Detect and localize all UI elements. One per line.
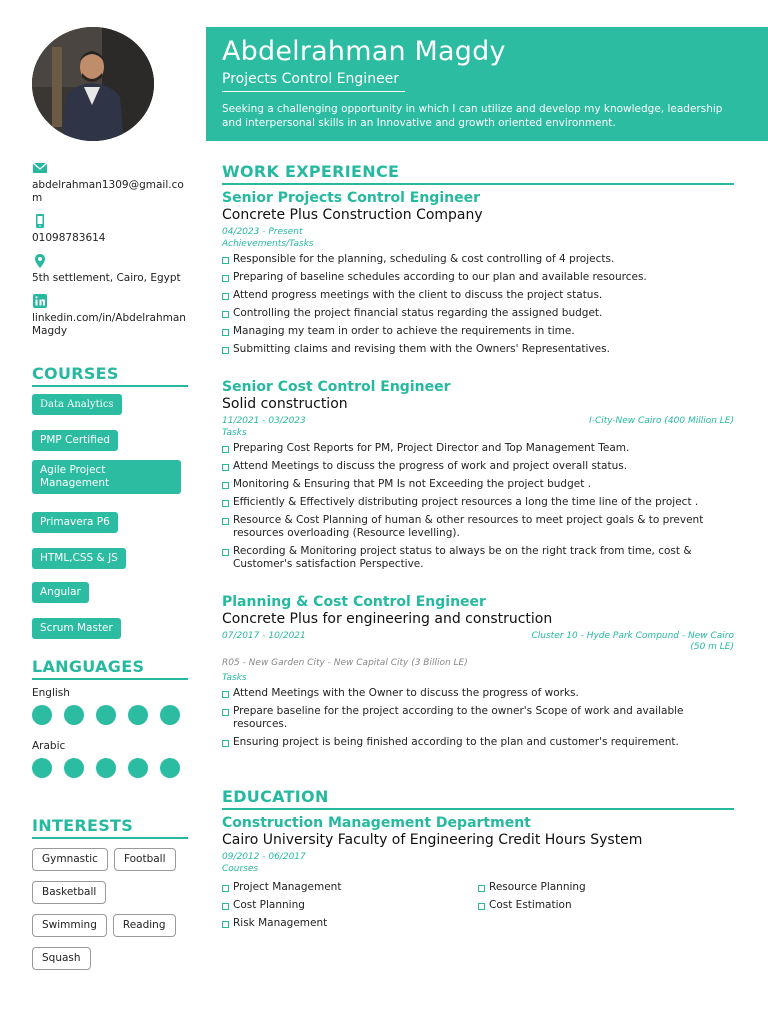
- course-pill: PMP Certified: [32, 430, 118, 451]
- phone-text: 01098783614: [32, 232, 106, 244]
- task-item: Responsible for the planning, scheduling & cost controlling of 4 projects.: [222, 253, 734, 266]
- language-english: [32, 687, 188, 725]
- profile-photo: [32, 27, 154, 141]
- course-pill: Scrum Master: [32, 618, 121, 639]
- contact-phone: [32, 213, 188, 245]
- candidate-name: Abdelrahman Magdy: [222, 36, 506, 67]
- course-column: [222, 881, 478, 935]
- job-entry: [222, 594, 734, 754]
- job-entry: [222, 190, 734, 361]
- tasks-label: Achievements/Tasks: [222, 239, 314, 249]
- phone-icon: [32, 213, 48, 229]
- job-company: Concrete Plus for engineering and construction: [222, 611, 553, 627]
- level-dot: [64, 705, 84, 725]
- interest-tag: Squash: [32, 947, 91, 970]
- task-item: Attend Meetings to discuss the progress of work and project overall status.: [222, 460, 734, 473]
- interest-list: [32, 848, 192, 970]
- job-title: Senior Projects Control Engineer: [222, 190, 480, 206]
- interests-heading: INTERESTS: [32, 816, 188, 839]
- task-list: [222, 253, 734, 356]
- course-pill: Data Analytics: [32, 394, 122, 415]
- task-item: Prepare baseline for the project according to the owner's Scope of work and available resources.: [222, 705, 734, 731]
- header-banner: [206, 27, 768, 141]
- task-item: Recording & Monitoring project status to always be on the right track from time, cost & Customer's satisfaction Perspective.: [222, 545, 734, 571]
- contact-location: [32, 253, 188, 285]
- course-item: Cost Planning: [222, 899, 478, 912]
- job-company: Solid construction: [222, 396, 348, 412]
- location-text: 5th settlement, Cairo, Egypt: [32, 272, 181, 284]
- level-dot: [64, 758, 84, 778]
- course-pill: HTML,CSS & JS: [32, 548, 126, 569]
- interest-tag: Gymnastic: [32, 848, 108, 871]
- job-dates: 11/2021 - 03/2023: [222, 416, 306, 426]
- task-item: Attend progress meetings with the client to discuss the project status.: [222, 289, 734, 302]
- task-item: Resource & Cost Planning of human & other resources to meet project goals & to prevent resources overloading (Resource levelling).: [222, 514, 734, 540]
- level-dot: [32, 758, 52, 778]
- task-item: Attend Meetings with the Owner to discuss the progress of works.: [222, 687, 734, 700]
- task-item: Ensuring project is being finished according to the plan and customer's requirement.: [222, 736, 734, 749]
- task-item: Submitting claims and revising them with the Owners' Representatives.: [222, 343, 734, 356]
- education-dates: 09/2012 - 06/2017: [222, 852, 306, 862]
- contact-linkedin: [32, 293, 188, 338]
- task-item: Monitoring & Ensuring that PM Is not Exceeding the project budget .: [222, 478, 734, 491]
- job-location: Cluster 10 - Hyde Park Compund - New Cairo (50 m LE): [531, 631, 734, 652]
- course-item: Project Management: [222, 881, 478, 894]
- language-name: Arabic: [32, 740, 66, 752]
- job-meta: [222, 227, 734, 238]
- linkedin-icon: [32, 293, 48, 309]
- courses-heading: COURSES: [32, 364, 188, 387]
- interest-tag: Football: [114, 848, 176, 871]
- level-dot: [32, 705, 52, 725]
- job-dates: 04/2023 - Present: [222, 227, 303, 237]
- level-dot: [128, 758, 148, 778]
- course-pill: Angular: [32, 582, 89, 603]
- education-courses: [222, 878, 734, 935]
- candidate-role: Projects Control Engineer: [222, 71, 405, 92]
- interest-tag: Swimming: [32, 914, 107, 937]
- email-text[interactable]: abdelrahman1309@gmail.com: [32, 179, 184, 204]
- job-meta: [222, 416, 734, 427]
- languages-heading: LANGUAGES: [32, 657, 188, 680]
- job-location: I-City-New Cairo (400 Million LE): [589, 416, 734, 426]
- language-level: [32, 705, 188, 725]
- task-list: [222, 687, 734, 749]
- language-name: English: [32, 687, 70, 699]
- education-entry: [222, 815, 734, 935]
- task-item: Managing my team in order to achieve the requirements in time.: [222, 325, 734, 338]
- interest-tag: Basketball: [32, 881, 106, 904]
- job-extra-location: R05 - New Garden City - New Capital City (3 Billion LE): [222, 658, 468, 668]
- course-pill: Agile Project Management: [32, 460, 181, 494]
- summary-text: Seeking a challenging opportunity in which I can utilize and develop my knowledge, leadership and interpersonal skills in an Innovative and growth oriented environment.: [222, 103, 723, 129]
- job-meta: [222, 631, 734, 653]
- school-name: Cairo University Faculty of Engineering Credit Hours System: [222, 832, 643, 848]
- language-level: [32, 758, 188, 778]
- task-item: Preparing Cost Reports for PM, Project Director and Top Management Team.: [222, 442, 734, 455]
- level-dot: [160, 705, 180, 725]
- level-dot: [96, 758, 116, 778]
- course-column: [478, 881, 734, 935]
- level-dot: [160, 758, 180, 778]
- job-title: Planning & Cost Control Engineer: [222, 594, 486, 610]
- interest-tag: Reading: [113, 914, 176, 937]
- course-item: Cost Estimation: [478, 899, 734, 912]
- task-list: [222, 442, 734, 571]
- linkedin-text[interactable]: linkedin.com/in/Abdelrahman Magdy: [32, 312, 186, 337]
- job-title: Senior Cost Control Engineer: [222, 379, 451, 395]
- course-pill: Primavera P6: [32, 512, 118, 533]
- education-meta: [222, 852, 734, 863]
- task-item: Preparing of baseline schedules according to our plan and available resources.: [222, 271, 734, 284]
- job-company: Concrete Plus Construction Company: [222, 207, 483, 223]
- avatar: [32, 27, 154, 141]
- course-item: Resource Planning: [478, 881, 734, 894]
- task-item: Controlling the project financial status regarding the assigned budget.: [222, 307, 734, 320]
- task-item: Efficiently & Effectively distributing project resources a long the time line of the project .: [222, 496, 734, 509]
- level-dot: [96, 705, 116, 725]
- level-dot: [128, 705, 148, 725]
- envelope-icon: [32, 160, 48, 176]
- tasks-label: Tasks: [222, 673, 247, 683]
- course-item: Risk Management: [222, 917, 478, 930]
- contact-email: [32, 160, 188, 205]
- job-entry: [222, 379, 734, 576]
- courses-label: Courses: [222, 864, 259, 874]
- job-dates: 07/2017 - 10/2021: [222, 631, 306, 641]
- education-heading: EDUCATION: [222, 787, 734, 810]
- tasks-label: Tasks: [222, 428, 247, 438]
- work-experience-heading: WORK EXPERIENCE: [222, 162, 734, 185]
- location-pin-icon: [32, 253, 48, 269]
- degree-title: Construction Management Department: [222, 815, 531, 831]
- language-arabic: [32, 740, 188, 778]
